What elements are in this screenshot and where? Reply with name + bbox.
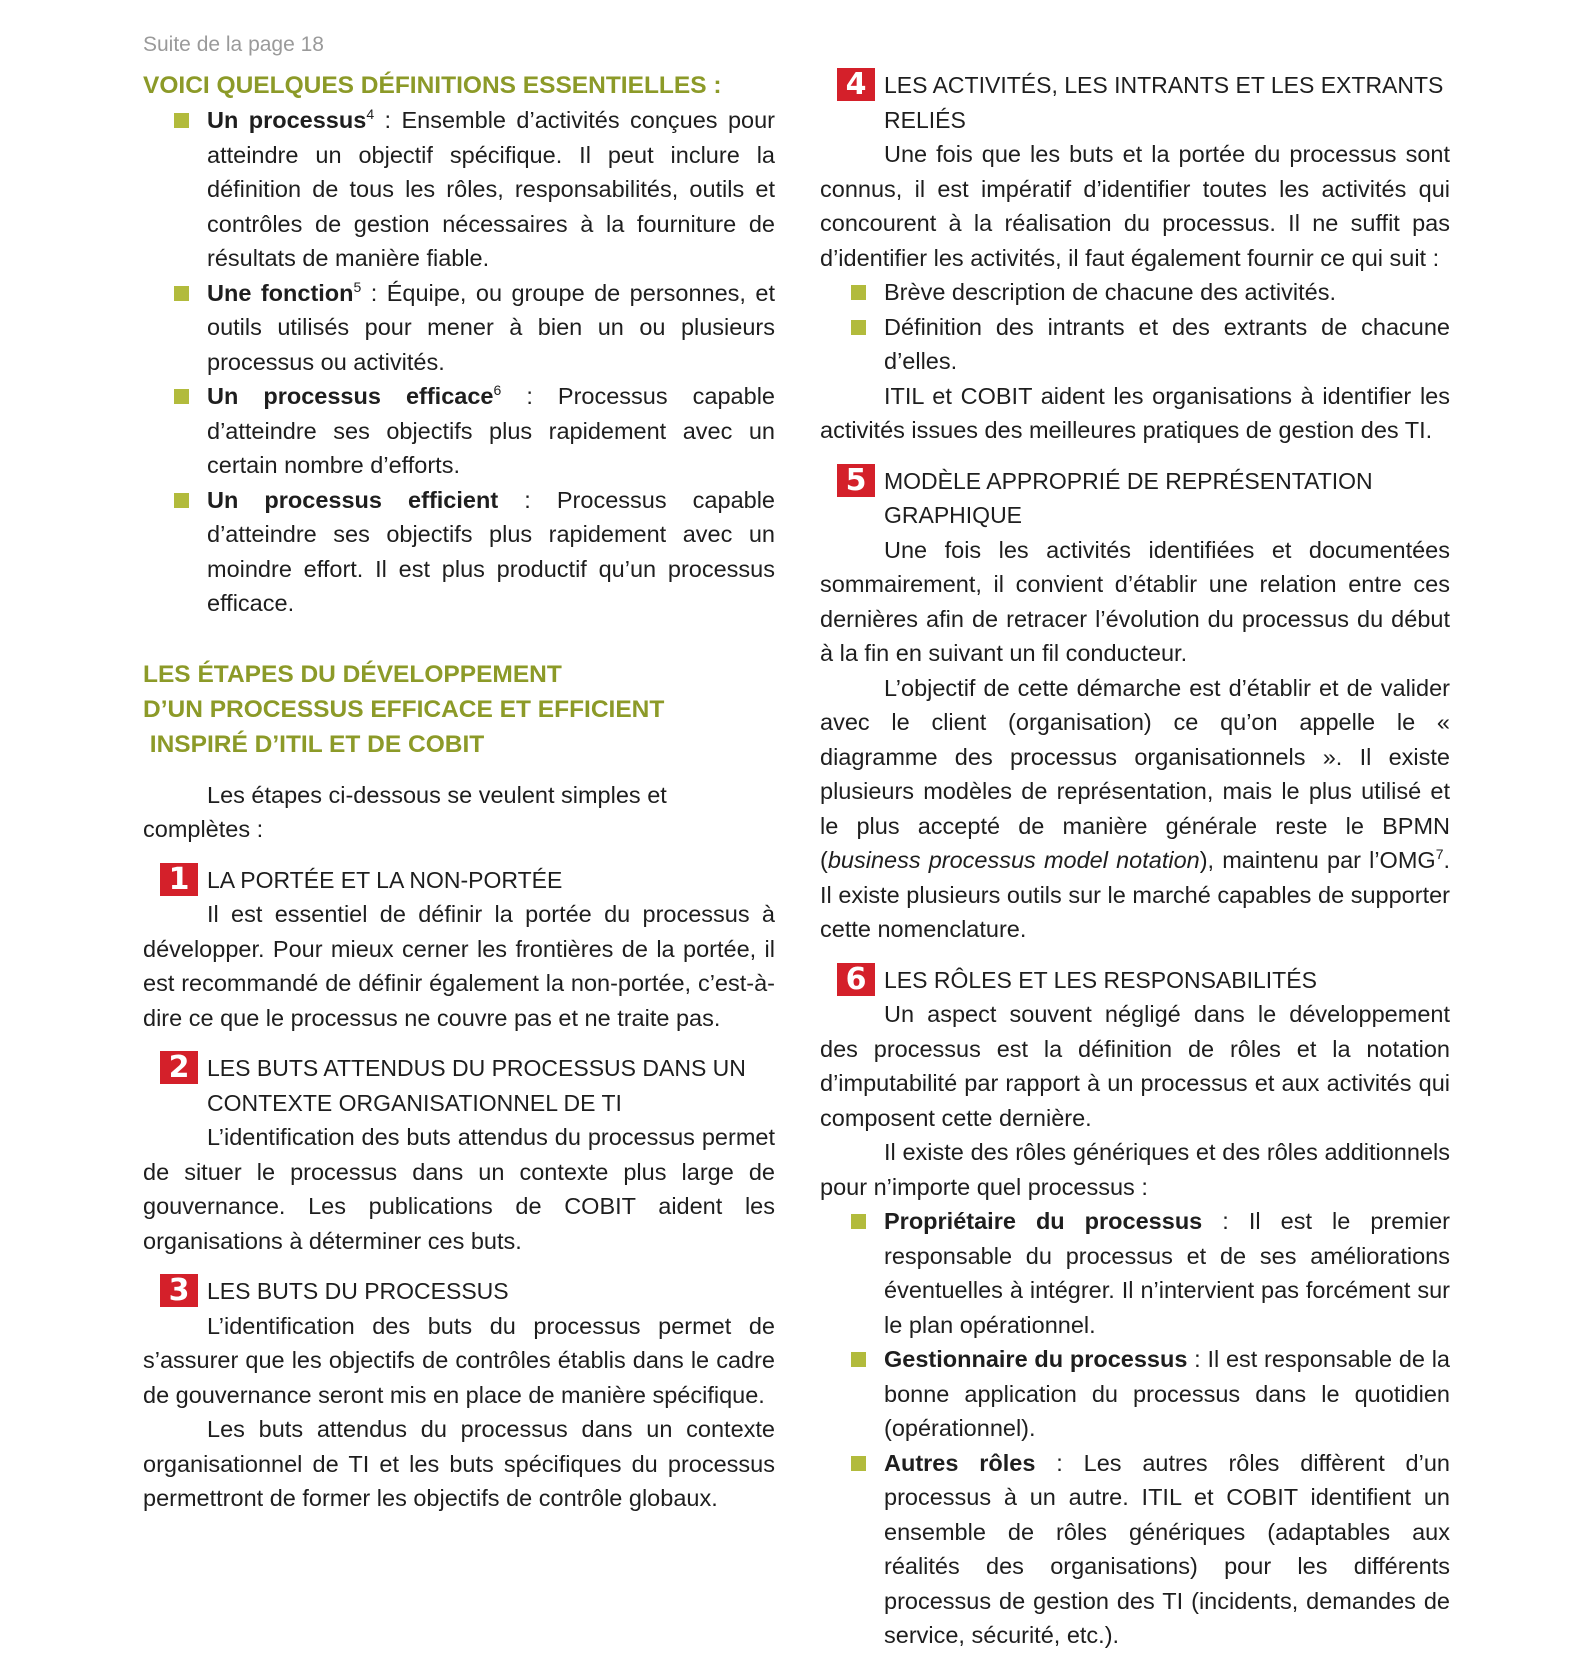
footnote-ref: 5 xyxy=(353,278,362,295)
step-4-header xyxy=(820,68,1450,137)
step-2-header xyxy=(143,1051,775,1120)
definition-item xyxy=(207,483,775,621)
step-6-paragraph: Un aspect souvent négligé dans le développement des processus est la définition de rôles et la notation d’imputabilité par rapport à un processus et aux activités qui composent cette dernière. xyxy=(820,1001,1450,1131)
definition-item xyxy=(207,103,775,276)
left-column xyxy=(143,68,775,1516)
definition-term: Un processus xyxy=(207,107,367,133)
step-6-header xyxy=(820,963,1450,998)
definition-term: Une fonction xyxy=(207,279,354,306)
role-text: : Il est le premier responsable du processus et de ses améliorations éventuelles à intégrer. Il n’intervient pas forcément sur le plan opérationnel. xyxy=(884,1208,1450,1338)
footnote-ref: 6 xyxy=(493,382,502,399)
role-item xyxy=(884,1204,1450,1342)
step-title: LES RÔLES ET LES RESPONSABILITÉS xyxy=(884,966,1317,993)
square-bullet-icon xyxy=(851,320,866,335)
step-number-badge: 1 xyxy=(160,863,198,896)
definition-item xyxy=(207,379,775,483)
step-5-header xyxy=(820,464,1450,533)
step-title: LES ACTIVITÉS, LES INTRANTS ET LES EXTRANTS RELIÉS xyxy=(884,72,1444,133)
step-4-list xyxy=(820,275,1450,379)
definitions-list xyxy=(143,103,775,621)
step-title: LES BUTS ATTENDUS DU PROCESSUS DANS UN CONTEXTE ORGANISATIONNEL DE TI xyxy=(207,1055,746,1116)
definition-term: Un processus efficace xyxy=(207,383,494,409)
continuation-note: Suite de la page 18 xyxy=(143,33,324,56)
step-5-paragraph xyxy=(820,671,1450,947)
steps-heading-line: D’UN PROCESSUS EFFICACE ET EFFICIENT xyxy=(143,695,665,723)
list-item xyxy=(884,275,1450,310)
right-column xyxy=(820,68,1450,1653)
square-bullet-icon xyxy=(174,493,189,508)
step-4-paragraph: Une fois que les buts et la portée du processus sont connus, il est impératif d’identifier toutes les activités qui concourent à la réalisation du processus. Il ne suffit pas d’identifier les activités, il faut également fournir ce qui suit : xyxy=(820,141,1450,271)
definition-text: : Processus capable d’atteindre ses objectifs plus rapidement avec un moindre effort. Il est plus productif qu’un processus efficace. xyxy=(207,486,775,616)
list-item-text: Brève description de chacune des activités. xyxy=(884,279,1336,305)
step-3-header xyxy=(143,1274,775,1309)
step-1-header xyxy=(143,863,775,898)
square-bullet-icon xyxy=(174,389,189,404)
footnote-ref: 4 xyxy=(366,106,375,123)
step-3-paragraph: L’identification des buts du processus permet de s’assurer que les objectifs de contrôles établis dans le cadre de gouvernance seront mis en place de manière spécifique. xyxy=(143,1312,775,1408)
step-number-badge: 5 xyxy=(837,464,875,497)
steps-heading-line: INSPIRÉ D’ITIL ET DE COBIT xyxy=(143,730,485,758)
italic-text: business processus model notation xyxy=(827,847,1200,873)
step-6-paragraph: Il existe des rôles génériques et des rôles additionnels pour n’importe quel processus : xyxy=(820,1139,1450,1200)
list-item-text: Définition des intrants et des extrants de chacune d’elles. xyxy=(884,313,1450,374)
role-item xyxy=(884,1446,1450,1653)
text-span: . Il existe plusieurs outils sur le marché capables de supporter cette nomenclature. xyxy=(820,847,1451,942)
square-bullet-icon xyxy=(851,1214,866,1229)
role-text: : Les autres rôles diffèrent d’un processus à un autre. ITIL et COBIT identifient un ensemble de rôles génériques (adaptables aux réalités des organisations) pour les différents processus de gestion des TI (incidents, demandes de service, sécurité, etc.). xyxy=(884,1449,1450,1648)
steps-heading-line: LES ÉTAPES DU DÉVELOPPEMENT xyxy=(143,660,562,688)
step-4-paragraph: ITIL et COBIT aident les organisations à identifier les activités issues des meilleures pratiques de gestion des TI. xyxy=(820,382,1450,443)
list-item xyxy=(884,310,1450,379)
definition-text: : Processus capable d’atteindre ses objectifs plus rapidement avec un certain nombre d’efforts. xyxy=(207,383,775,478)
step-3-paragraph: Les buts attendus du processus dans un contexte organisationnel de TI et les buts spécifiques du processus permettront de former les objectifs de contrôle globaux. xyxy=(143,1416,775,1511)
step-number-badge: 2 xyxy=(160,1051,198,1084)
text-span: ), maintenu par l’OMG xyxy=(1199,847,1436,873)
definition-term: Un processus efficient xyxy=(207,486,499,513)
step-number-badge: 3 xyxy=(160,1274,198,1307)
role-term: Gestionnaire du processus xyxy=(884,1346,1188,1372)
role-term: Propriétaire du processus xyxy=(884,1208,1203,1234)
square-bullet-icon xyxy=(851,1456,866,1471)
definitions-heading: VOICI QUELQUES DÉFINITIONS ESSENTIELLES : xyxy=(143,72,722,99)
square-bullet-icon xyxy=(851,1352,866,1367)
definition-item xyxy=(207,276,775,380)
steps-heading xyxy=(143,657,775,762)
step-title: LA PORTÉE ET LA NON-PORTÉE xyxy=(207,866,563,893)
square-bullet-icon xyxy=(174,286,189,301)
footnote-ref: 7 xyxy=(1435,846,1444,863)
definition-text: : Équipe, ou groupe de personnes, et outils utilisés pour mener à bien un ou plusieurs processus ou activités. xyxy=(207,279,775,375)
role-item xyxy=(884,1342,1450,1446)
step-title: MODÈLE APPROPRIÉ DE REPRÉSENTATION GRAPHIQUE xyxy=(884,467,1373,528)
step-number-badge: 6 xyxy=(837,963,875,996)
step-number-badge: 4 xyxy=(837,68,875,101)
text-span: L’objectif de cette démarche est d’établir et de valider avec le client (organisation) ce qu’on appelle le « diagramme des processus organisationnels ». Il existe plusieurs modèles de représentation, mais le plus utilisé et le plus accepté de manière générale reste le BPMN ( xyxy=(820,674,1450,873)
definition-text: : Ensemble d’activités conçues pour atteindre un objectif spécifique. Il peut inclure la définition de tous les rôles, responsabilités, outils et contrôles de gestion nécessaires à la fourniture de résultats de manière fiable. xyxy=(207,107,775,271)
roles-list xyxy=(820,1204,1450,1653)
square-bullet-icon xyxy=(851,285,866,300)
step-2-paragraph: L’identification des buts attendus du processus permet de situer le processus dans un contexte plus large de gouvernance. Les publications de COBIT aident les organisations à déterminer ces buts. xyxy=(143,1124,775,1254)
step-1-paragraph: Il est essentiel de définir la portée du processus à développer. Pour mieux cerner les frontières de la portée, il est recommandé de définir également la non-portée, c’est-à-dire ce que le processus ne couvre pas et ne traite pas. xyxy=(143,901,775,1031)
step-5-paragraph: Une fois les activités identifiées et documentées sommairement, il convient d’établir une relation entre ces dernières afin de retracer l’évolution du processus du début à la fin en suivant un fil conducteur. xyxy=(820,536,1450,666)
step-title: LES BUTS DU PROCESSUS xyxy=(207,1278,509,1304)
steps-intro: Les étapes ci-dessous se veulent simples et complètes : xyxy=(143,781,667,842)
role-term: Autres rôles xyxy=(884,1449,1036,1476)
square-bullet-icon xyxy=(174,113,189,128)
role-text: : Il est responsable de la bonne application du processus dans le quotidien (opérationnel). xyxy=(884,1346,1450,1441)
